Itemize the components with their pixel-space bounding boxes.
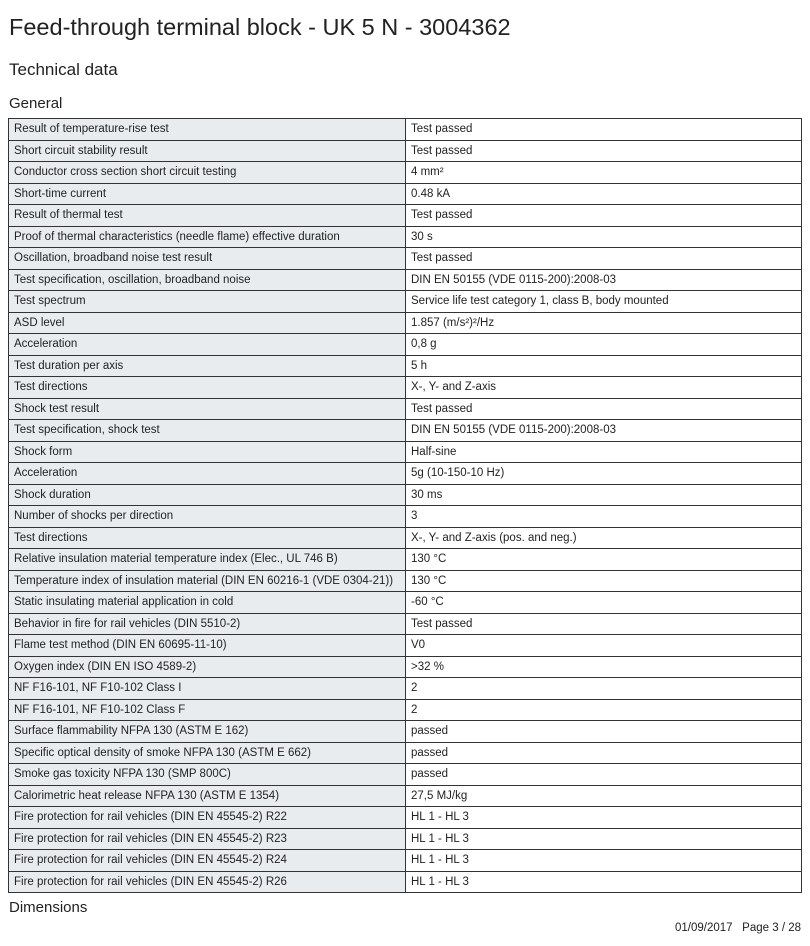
row-label: Fire protection for rail vehicles (DIN EN 45545-2) R26 [9, 871, 406, 893]
table-row [9, 140, 802, 162]
table-row [9, 205, 802, 227]
row-value: Test passed [406, 205, 802, 227]
row-value: 2 [406, 699, 802, 721]
row-label: Smoke gas toxicity NFPA 130 (SMP 800C) [9, 764, 406, 786]
row-value: HL 1 - HL 3 [406, 850, 802, 872]
row-value: HL 1 - HL 3 [406, 828, 802, 850]
table-row [9, 441, 802, 463]
dimensions-heading: Dimensions [9, 899, 88, 916]
row-value: HL 1 - HL 3 [406, 871, 802, 893]
table-row [9, 549, 802, 571]
row-value: passed [406, 764, 802, 786]
table-row [9, 785, 802, 807]
page-footer [675, 922, 801, 934]
row-value: 0.48 kA [406, 183, 802, 205]
row-label: Fire protection for rail vehicles (DIN EN 45545-2) R23 [9, 828, 406, 850]
table-row [9, 119, 802, 141]
row-value: DIN EN 50155 (VDE 0115-200):2008-03 [406, 420, 802, 442]
row-label: Short-time current [9, 183, 406, 205]
row-value: X-, Y- and Z-axis [406, 377, 802, 399]
row-value: Test passed [406, 119, 802, 141]
table-row [9, 226, 802, 248]
table-row [9, 334, 802, 356]
row-label: Test specification, oscillation, broadband noise [9, 269, 406, 291]
table-row [9, 183, 802, 205]
row-label: Result of thermal test [9, 205, 406, 227]
row-label: Flame test method (DIN EN 60695-11-10) [9, 635, 406, 657]
table-row [9, 484, 802, 506]
table-row [9, 377, 802, 399]
row-label: Test duration per axis [9, 355, 406, 377]
row-value: 27,5 MJ/kg [406, 785, 802, 807]
row-value: HL 1 - HL 3 [406, 807, 802, 829]
row-label: NF F16-101, NF F10-102 Class F [9, 699, 406, 721]
row-label: Temperature index of insulation material (DIN EN 60216-1 (VDE 0304-21)) [9, 570, 406, 592]
table-row [9, 162, 802, 184]
table-row [9, 871, 802, 893]
row-value: 30 ms [406, 484, 802, 506]
row-label: Test directions [9, 377, 406, 399]
page-title: Feed-through terminal block - UK 5 N - 3004362 [9, 14, 511, 40]
row-label: Short circuit stability result [9, 140, 406, 162]
table-row [9, 463, 802, 485]
row-label: Test specification, shock test [9, 420, 406, 442]
section-heading: Technical data [9, 60, 118, 79]
table-row [9, 420, 802, 442]
table-row [9, 506, 802, 528]
table-row [9, 527, 802, 549]
table-row [9, 291, 802, 313]
table-row [9, 828, 802, 850]
table-row [9, 678, 802, 700]
row-value: Test passed [406, 248, 802, 270]
table-row [9, 656, 802, 678]
table-row [9, 699, 802, 721]
row-value: 5 h [406, 355, 802, 377]
row-label: Result of temperature-rise test [9, 119, 406, 141]
row-value: 3 [406, 506, 802, 528]
table-row [9, 764, 802, 786]
row-label: NF F16-101, NF F10-102 Class I [9, 678, 406, 700]
row-value: 30 s [406, 226, 802, 248]
row-value: Test passed [406, 613, 802, 635]
table-row [9, 721, 802, 743]
row-value: Half-sine [406, 441, 802, 463]
row-label: Test directions [9, 527, 406, 549]
table-row [9, 592, 802, 614]
row-value: passed [406, 721, 802, 743]
table-row [9, 635, 802, 657]
row-label: Acceleration [9, 463, 406, 485]
row-value: Service life test category 1, class B, body mounted [406, 291, 802, 313]
row-label: Static insulating material application in cold [9, 592, 406, 614]
row-label: Shock test result [9, 398, 406, 420]
row-value: DIN EN 50155 (VDE 0115-200):2008-03 [406, 269, 802, 291]
table-row [9, 613, 802, 635]
table-row [9, 248, 802, 270]
footer-page: Page 3 / 28 [742, 922, 801, 934]
row-value: >32 % [406, 656, 802, 678]
table-row [9, 269, 802, 291]
row-label: Conductor cross section short circuit testing [9, 162, 406, 184]
subsection-heading: General [9, 95, 63, 112]
row-label: Number of shocks per direction [9, 506, 406, 528]
row-label: Fire protection for rail vehicles (DIN EN 45545-2) R24 [9, 850, 406, 872]
row-label: Oscillation, broadband noise test result [9, 248, 406, 270]
row-label: Specific optical density of smoke NFPA 130 (ASTM E 662) [9, 742, 406, 764]
table-row [9, 355, 802, 377]
row-value: 130 °C [406, 570, 802, 592]
row-value: 5g (10-150-10 Hz) [406, 463, 802, 485]
row-label: Shock duration [9, 484, 406, 506]
row-value: 2 [406, 678, 802, 700]
table-row [9, 312, 802, 334]
row-label: Acceleration [9, 334, 406, 356]
table-row [9, 807, 802, 829]
table-row [9, 398, 802, 420]
row-value: 0,8 g [406, 334, 802, 356]
row-label: Fire protection for rail vehicles (DIN EN 45545-2) R22 [9, 807, 406, 829]
row-value: Test passed [406, 140, 802, 162]
row-label: Oxygen index (DIN EN ISO 4589-2) [9, 656, 406, 678]
row-label: Shock form [9, 441, 406, 463]
table-row [9, 742, 802, 764]
row-value: -60 °C [406, 592, 802, 614]
row-label: Surface flammability NFPA 130 (ASTM E 162) [9, 721, 406, 743]
footer-date: 01/09/2017 [675, 922, 733, 934]
row-value: passed [406, 742, 802, 764]
row-label: Behavior in fire for rail vehicles (DIN 5510-2) [9, 613, 406, 635]
row-value: X-, Y- and Z-axis (pos. and neg.) [406, 527, 802, 549]
row-value: 4 mm² [406, 162, 802, 184]
row-value: Test passed [406, 398, 802, 420]
row-value: 1.857 (m/s²)²/Hz [406, 312, 802, 334]
row-label: Proof of thermal characteristics (needle flame) effective duration [9, 226, 406, 248]
technical-data-table [8, 118, 802, 893]
table-row [9, 850, 802, 872]
table-row [9, 570, 802, 592]
row-label: Test spectrum [9, 291, 406, 313]
row-value: 130 °C [406, 549, 802, 571]
row-label: Calorimetric heat release NFPA 130 (ASTM E 1354) [9, 785, 406, 807]
row-value: V0 [406, 635, 802, 657]
row-label: ASD level [9, 312, 406, 334]
row-label: Relative insulation material temperature index (Elec., UL 746 B) [9, 549, 406, 571]
